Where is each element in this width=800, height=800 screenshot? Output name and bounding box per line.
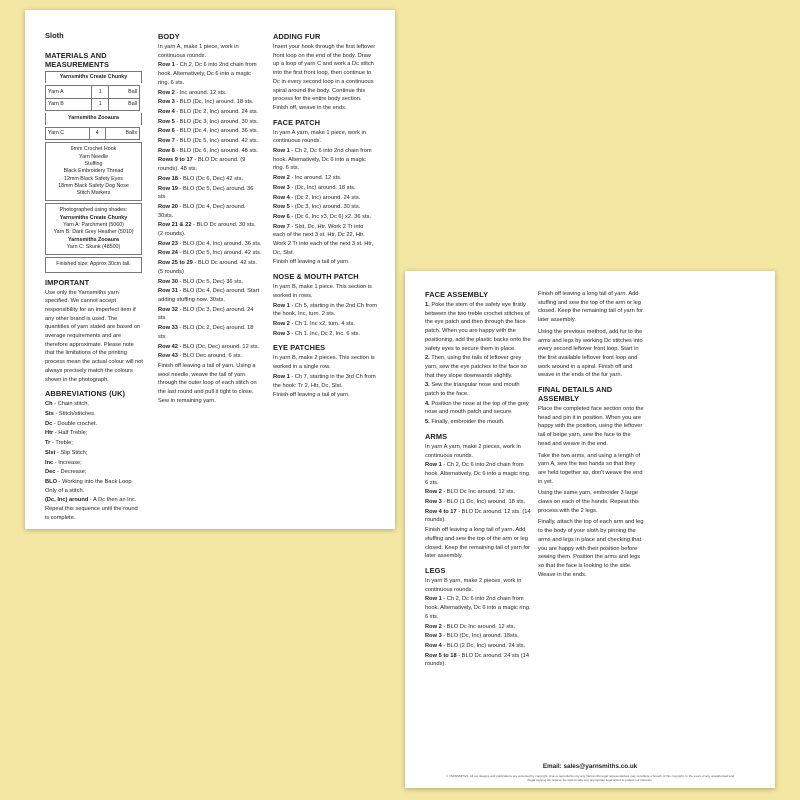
- face-patch-heading: FACE PATCH: [273, 117, 321, 127]
- eye-patches-heading: EYE PATCHES: [273, 343, 326, 353]
- nose-patch-intro: In yarn B, make 1 piece. This section is worked in rows.: [273, 284, 372, 299]
- face-assembly-step: 1. Poke the stem of the safety eye firstly between the two treble crochet stitches of the eye patch and then through the face patch. When you are happy with the positioning, add the plastic backs onto the safety eyes to secure them in place.: [425, 302, 531, 352]
- yarn-unit: Balls: [105, 127, 139, 140]
- tool-item: 6mm Crochet Hook: [70, 146, 117, 153]
- legs-row: Row 4 - BLO (2 Dc, Inc) around. 24 sts.: [425, 642, 526, 649]
- yarn-name: Yarn A: [46, 86, 92, 99]
- table-row: [46, 98, 140, 111]
- face-patch-row: Row 3 - (Dc, Inc) around. 18 sts.: [273, 184, 356, 191]
- face-patch-row: Row 1 - Ch 2, Dc 6 into 2nd chain from hook. Alternatively, Dc 6 into a magic ring. 6 sts.: [273, 148, 372, 172]
- body-row: Row 1 - Ch 2, Dc 6 into 2nd chain from hook. Alternatively, Dc 6 into a magic ring. 6 sts.: [158, 62, 257, 86]
- body-intro: In yarn A, make 1 piece, work in continuous rounds.: [158, 44, 239, 59]
- page1-column-1: [45, 32, 143, 523]
- final-details-heading: FINAL DETAILS AND ASSEMBLY: [538, 385, 613, 404]
- table-row: [46, 86, 140, 99]
- tool-item: 12mm Black Safety Eyes: [64, 175, 123, 182]
- eye-patches-row: Row 1 - Ch 7, starting in the 3rd Ch from the hook: Tr 2, Htr, Dc, Slst.: [273, 373, 376, 389]
- important-text: Use only the Yarnsmiths yarn specified. We cannot accept responsibility for an imperfect item if any other brand is used. The quantities of yarn stated are based on average requirements and are therefore approximate. Please note that the limitations of the printing process mean the actual colour will not always precisely match the colours shown in the photograph.: [45, 289, 144, 383]
- body-heading: BODY: [158, 32, 180, 41]
- yarn-unit: Ball: [109, 98, 140, 111]
- legs-row: Row 1 - Ch 2, Dc 6 into 2nd chain from hook. Alternatively, Dc 6 into a magic ring. 6 sts.: [425, 596, 531, 620]
- legs-heading: LEGS: [425, 565, 446, 575]
- eye-patches-outro: Finish off leaving a tail of yarn.: [273, 392, 350, 399]
- shades-intro: Photographed using shades:: [59, 207, 128, 214]
- body-row: Row 8 - BLO (Dc 6, Inc) around. 48 sts.: [158, 147, 259, 154]
- shade-a: Yarn A: Parchment (5060): [63, 222, 124, 229]
- body-row: Row 23 - BLO (Dc 4, Inc) around. 36 sts.: [158, 240, 262, 247]
- face-patch-outro: Finish off leaving a tail of yarn.: [273, 259, 350, 266]
- body-row: Row 2 - Inc around. 12 sts.: [158, 89, 227, 96]
- shade-b: Yarn B: Dark Grey Heather (5010): [53, 229, 134, 236]
- shades-brand-1: Yarnsmiths Create Chunky: [59, 214, 128, 221]
- materials-brand-1: Yarnsmiths Create Chunky: [45, 71, 142, 83]
- body-row: Row 18 - BLO (Dc 6, Dec) 42 sts.: [158, 175, 244, 182]
- body-row: Row 33 - BLO (Dc 2, Dec) around. 18 sts.: [158, 325, 254, 340]
- body-row: Row 32 - BLO (Dc 3, Dec) around. 24 sts.: [158, 306, 254, 322]
- body-outro: Finish off leaving a tail of yarn. Using a wool needle, weave the tail of yarn through the outer loop of each stitch on the last round and pull it tight to close. Sew in remaining yarn.: [158, 362, 257, 404]
- body-row: Row 5 - BLO (Dc 3, Inc) around. 30 sts.: [158, 118, 259, 125]
- legs-row: Row 2 - BLO Dc Inc around. 12 sts.: [425, 623, 516, 630]
- materials-table-2: [45, 127, 140, 141]
- materials-heading: MATERIALS AND MEASUREMENTS: [45, 50, 110, 69]
- final-details-text: Place the completed face section onto the head and pin it in position. When you are happy with the position, using the leftover tail of beige yarn, sew the face to the head and weave in the end.: [538, 406, 644, 447]
- page2-column-1: [425, 290, 531, 670]
- page-footer: [405, 763, 775, 783]
- tool-item: Stitch Markers: [76, 190, 111, 197]
- copyright-notice: © YARNSMITHS. All our designs and publications are protected by copyright. Use or reproduction by any Yarnsmiths legal representatives may constitute a breach of this copyright. In the event of any unauthorised and illegal copying we reserve the right to take any appropriate legal action to protect our interests.: [445, 774, 735, 783]
- yarn-name: Yarn B: [46, 98, 92, 111]
- abbreviation-item: Ch - Chain stitch.: [45, 401, 89, 408]
- contact-email: Email: sales@yarnsmiths.co.uk: [542, 763, 638, 771]
- pattern-page-1: [25, 10, 395, 529]
- body-row: Row 6 - BLO (Dc 4, Inc) around. 36 sts.: [158, 128, 259, 135]
- arms-intro: In yarn A yarn, make 2 pieces, work in continuous rounds.: [425, 443, 521, 459]
- body-row: Row 24 - BLO (Dc 5, Inc) around. 42 sts.: [158, 250, 262, 257]
- nose-patch-row: Row 2 - Ch 1. Inc x2, turn. 4 sts.: [273, 320, 355, 327]
- body-row: Row 42 - BLO (Dc, Dec) around. 12 sts.: [158, 343, 260, 350]
- abbreviation-item: Dec - Decrease;: [45, 469, 87, 476]
- body-row: Row 4 - BLO (Dc 2, Inc) around. 24 sts.: [158, 108, 259, 115]
- pattern-page-2: [405, 271, 775, 788]
- page1-column-2: [158, 32, 262, 406]
- arms-row: Row 3 - BLO (1 Dc, Inc) around. 18 sts.: [425, 499, 526, 506]
- tool-item: Black Embroidery Thread: [63, 168, 124, 175]
- eye-patches-intro: In yarn B, make 2 pieces. This section is worked in a single row.: [273, 355, 375, 371]
- legs-intro: In yarn B yarn, make 2 pieces, work in continuous rounds.: [425, 577, 522, 593]
- materials-brand-2: Yarnsmiths Zooaura: [45, 113, 142, 124]
- materials-table-1: [45, 85, 140, 111]
- tool-item: Yarn Needle: [78, 153, 109, 160]
- face-patch-row: Row 2 - Inc around. 12 sts.: [273, 175, 342, 182]
- face-patch-row: Row 6 - (Dc 6, Inc x3, Dc 6) x2. 36 sts.: [273, 213, 371, 220]
- legs-row: Row 5 to 18 - BLO Dc around. 24 sts (14 rounds).: [425, 652, 530, 668]
- nose-patch-row: Row 1 - Ch 5, starting in the 2nd Ch from the hook, Inc, turn. 2 sts.: [273, 302, 377, 318]
- body-row: Row 31 - BLO (Dc 4, Dec) around. Start adding stuffing now. 30sts.: [158, 288, 260, 303]
- yarn-name: Yarn C: [46, 127, 90, 140]
- yarn-qty: 1: [91, 86, 109, 99]
- final-details-text: Take the two arms, and using a length of yarn A, sew the two hands so that they are held together as, don't weave the end in yet.: [538, 452, 643, 485]
- abbreviation-item: BLO - Working into the Back Loop Only of a stitch.: [45, 478, 132, 494]
- adding-fur-heading: ADDING FUR: [273, 32, 321, 41]
- abbreviation-item: Slst - Slip Stitch;: [45, 449, 88, 456]
- face-assembly-step: 5. Finally, embroider the mouth.: [425, 419, 505, 426]
- arms-outro: Finish off leaving a long tail of yarn. Add stuffing and sew the top of the arm or leg closed. Keep the remaining tail of yarn for later assembly.: [425, 527, 530, 560]
- body-row: Row 19 - BLO (Dc 5, Dec) around. 36 sts.: [158, 185, 254, 201]
- photographed-shades: [45, 203, 142, 255]
- arms-heading: ARMS: [425, 431, 448, 441]
- abbreviation-item: Dc - Double crochet.: [45, 420, 98, 427]
- body-row: Row 21 & 22 - BLO Dc around. 30 sts. (2 rounds).: [158, 222, 256, 238]
- legs-row: Row 3 - BLO (Dc, Inc) around. 18sts.: [425, 633, 519, 640]
- face-assembly-step: 3. Sew the triangular nose and mouth patch to the face.: [425, 382, 520, 398]
- nose-patch-row: Row 3 - Ch 1. Inc, Dc 2, Inc. 6 sts.: [273, 330, 360, 337]
- face-patch-row: Row 4 - (Dc 2, Inc) around. 24 sts.: [273, 194, 361, 201]
- pattern-title: Sloth: [45, 31, 64, 40]
- face-assembly-heading: FACE ASSEMBLY: [425, 290, 489, 299]
- body-row: Row 7 - BLO (Dc 5, Inc) around. 42 sts.: [158, 138, 259, 145]
- face-patch-row: Row 7 - Slst, Dc, Htr. Work 2 Tr into each of the next 3 st. Htr, Dc 22, Htr. Work 2 Tr into each of the next 3 st. Htr, Dc, Slst.: [273, 223, 374, 256]
- tool-item: 18mm Black Safety Dog Nose: [58, 182, 129, 189]
- face-assembly-step: 4. Position the nose at the top of the grey nose and mouth patch and secure.: [425, 400, 529, 416]
- shades-brand-2: Yarnsmiths Zooaura: [68, 236, 119, 243]
- body-row: Row 3 - BLO (Dc, Inc) around. 18 sts.: [158, 99, 254, 106]
- nose-patch-heading: NOSE & MOUTH PATCH: [273, 272, 359, 282]
- body-row: Row 30 - BLO (Dc 5, Dec) 36 sts.: [158, 278, 244, 285]
- body-row: Rows 9 to 17 - BLO Dc around. (9 rounds). 48 sts.: [158, 157, 246, 173]
- tools-list: [45, 142, 142, 201]
- finished-size: Finished size: Approx 30cm tall.: [45, 257, 142, 272]
- tool-item: Stuffing: [84, 161, 103, 167]
- final-details-text: Using the same yarn, embroider 3 large claws on each of the hands. Repeat this process with the 2 legs.: [538, 490, 639, 514]
- body-row: Row 20 - BLO (Dc 4, Dec) around. 30sts.: [158, 203, 246, 219]
- arms-row: Row 4 to 17 - BLO Dc around. 12 sts. (14 rounds).: [425, 508, 531, 524]
- face-assembly-step: 2. Then, using the tails of leftover grey yarn, sew the eye patches to the face so that they slope downwards slightly.: [425, 355, 527, 379]
- abbreviation-item: (Dc, Inc) around - A Dc then an Inc. Repeat this sequence until the round is complete.: [45, 497, 138, 521]
- face-patch-row: Row 5 - (Dc 3, Inc) around. 30 sts.: [273, 204, 361, 211]
- legs-finish-text: Finish off leaving a long tail of yarn. Add stuffing and sew the top of the arm or leg closed. Keep the remaining tail of yarn for later assembly.: [538, 291, 643, 324]
- body-row: Row 43 - BLO Dec around. 6 sts.: [158, 353, 243, 360]
- arms-row: Row 2 - BLO Dc Inc around. 12 sts.: [425, 489, 516, 496]
- page2-column-2: [538, 290, 644, 580]
- final-details-text: Finally, attach the top of each arm and leg to the body of your sloth by pinning the arms and legs in place and checking that you are happy with their position before sewing them. Position the arms and legs so that the face is looking to the side. Weave in the ends.: [538, 519, 644, 578]
- abbreviation-item: Inc - Increase;: [45, 459, 82, 466]
- fur-method-text: Using the previous method, add fur to the arms and legs by working Dc stitches into every second leftover front loop. Start in the first available leftover front loop and work around in a spiral. Finish off and weave in the ends of the fur yarn.: [538, 328, 643, 379]
- yarn-qty: 4: [89, 127, 105, 140]
- yarn-unit: Ball: [109, 86, 140, 99]
- abbreviation-item: Tr - Treble;: [45, 440, 73, 447]
- yarn-qty: 1: [91, 98, 109, 111]
- abbreviation-item: Htr - Half Treble;: [45, 430, 88, 437]
- arms-row: Row 1 - Ch 2, Dc 6 into 2nd chain from hook. Alternatively, Dc 6 into a magic ring. 6 sts.: [425, 462, 531, 486]
- important-heading: IMPORTANT: [45, 277, 90, 287]
- face-patch-intro: In yarn A yarn, make 1 piece, work in continuous rounds.: [273, 129, 366, 145]
- shade-c: Yarn C: Skunk (48500): [66, 243, 121, 250]
- table-row: [46, 127, 140, 140]
- adding-fur-text: Insert your hook through the first leftover front loop on the end of the body. Draw up a loop of yarn C and work a Dc stitch into the first front loop, then continue to Dc in every second loop in a continuous spiral around the body. Continue this process for the entire body section. Finish off, weave in the ends.: [273, 44, 376, 111]
- abbreviation-item: Sts - Stitch/stitches.: [45, 411, 96, 417]
- abbreviations-heading: ABBREVIATIONS (UK): [45, 389, 126, 399]
- page1-column-3: [273, 32, 377, 401]
- body-row: Row 25 to 29 - BLO Dc around. 42 sts. (5 rounds): [158, 260, 257, 275]
